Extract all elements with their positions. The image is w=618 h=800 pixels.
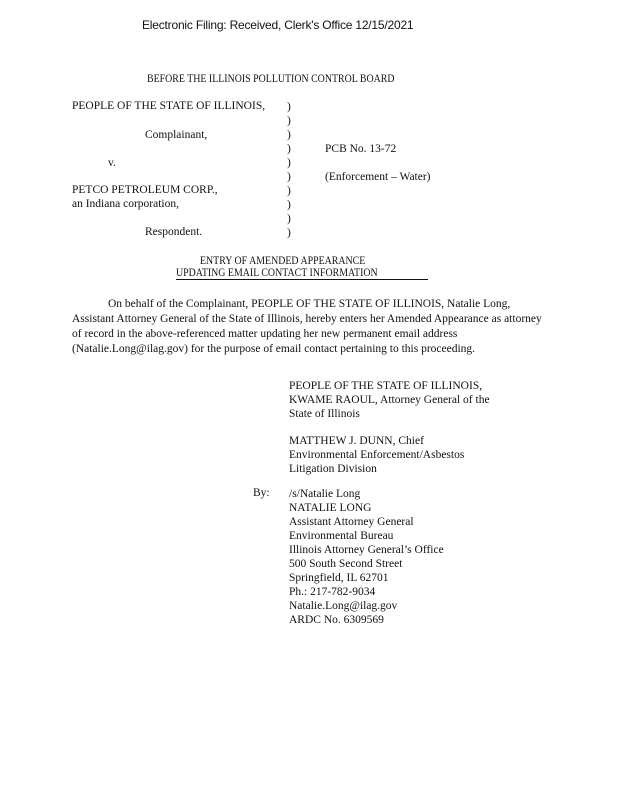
defendant-name: PETCO PETROLEUM CORP.,	[72, 184, 218, 196]
versus-label: v.	[108, 157, 116, 169]
board-heading: BEFORE THE ILLINOIS POLLUTION CONTROL BOARD	[147, 73, 395, 85]
document-title-line1: ENTRY OF AMENDED APPEARANCE	[200, 255, 366, 267]
signature-chief-line: MATTHEW J. DUNN, Chief	[289, 435, 424, 447]
attorney-email: Natalie.Long@ilag.gov	[289, 600, 398, 612]
by-label: By:	[253, 487, 270, 499]
signature-party-line: PEOPLE OF THE STATE OF ILLINOIS,	[289, 380, 483, 392]
plaintiff-name: PEOPLE OF THE STATE OF ILLINOIS,	[72, 100, 266, 112]
attorney-street: 500 South Second Street	[289, 558, 403, 570]
attorney-office: Illinois Attorney General’s Office	[289, 544, 444, 556]
defendant-description: an Indiana corporation,	[72, 198, 179, 210]
complainant-label: Complainant,	[145, 129, 208, 141]
attorney-phone: Ph.: 217-782-9034	[289, 586, 376, 598]
caption-divider: ) ) ) ) ) ) ) ) ) )	[287, 101, 291, 239]
signature-party-line: KWAME RAOUL, Attorney General of the	[289, 394, 490, 406]
attorney-city: Springfield, IL 62701	[289, 572, 389, 584]
filing-stamp: Electronic Filing: Received, Clerk's Office 12/15/2021	[142, 18, 414, 32]
signature-chief-block	[289, 434, 464, 476]
signature-party-block	[289, 379, 490, 421]
attorney-ardc: ARDC No. 6309569	[289, 614, 384, 626]
signature-attorney-block	[289, 487, 444, 627]
signature-chief-line: Litigation Division	[289, 463, 377, 475]
case-type: (Enforcement – Water)	[325, 171, 431, 183]
respondent-label: Respondent.	[145, 226, 203, 238]
case-number: PCB No. 13-72	[325, 143, 397, 155]
signature-party-line: State of Illinois	[289, 408, 360, 420]
attorney-title: Assistant Attorney General	[289, 516, 414, 528]
body-paragraph: On behalf of the Complainant, PEOPLE OF THE STATE OF ILLINOIS, Natalie Long, Assistant Attorney General of the State of Illinois, hereby enters her Amended Appearance as attorney of record in the above-referenced matter updating her new permanent email address (Natalie.Long@ilag.gov) for the purpose of email contact pertaining to this proceeding.	[72, 298, 542, 355]
document-title-line2: UPDATING EMAIL CONTACT INFORMATION	[176, 267, 428, 280]
attorney-bureau: Environmental Bureau	[289, 530, 394, 542]
signature-chief-line: Environmental Enforcement/Asbestos	[289, 449, 465, 461]
signature-line: /s/Natalie Long	[289, 488, 361, 500]
attorney-name: NATALIE LONG	[289, 502, 372, 514]
